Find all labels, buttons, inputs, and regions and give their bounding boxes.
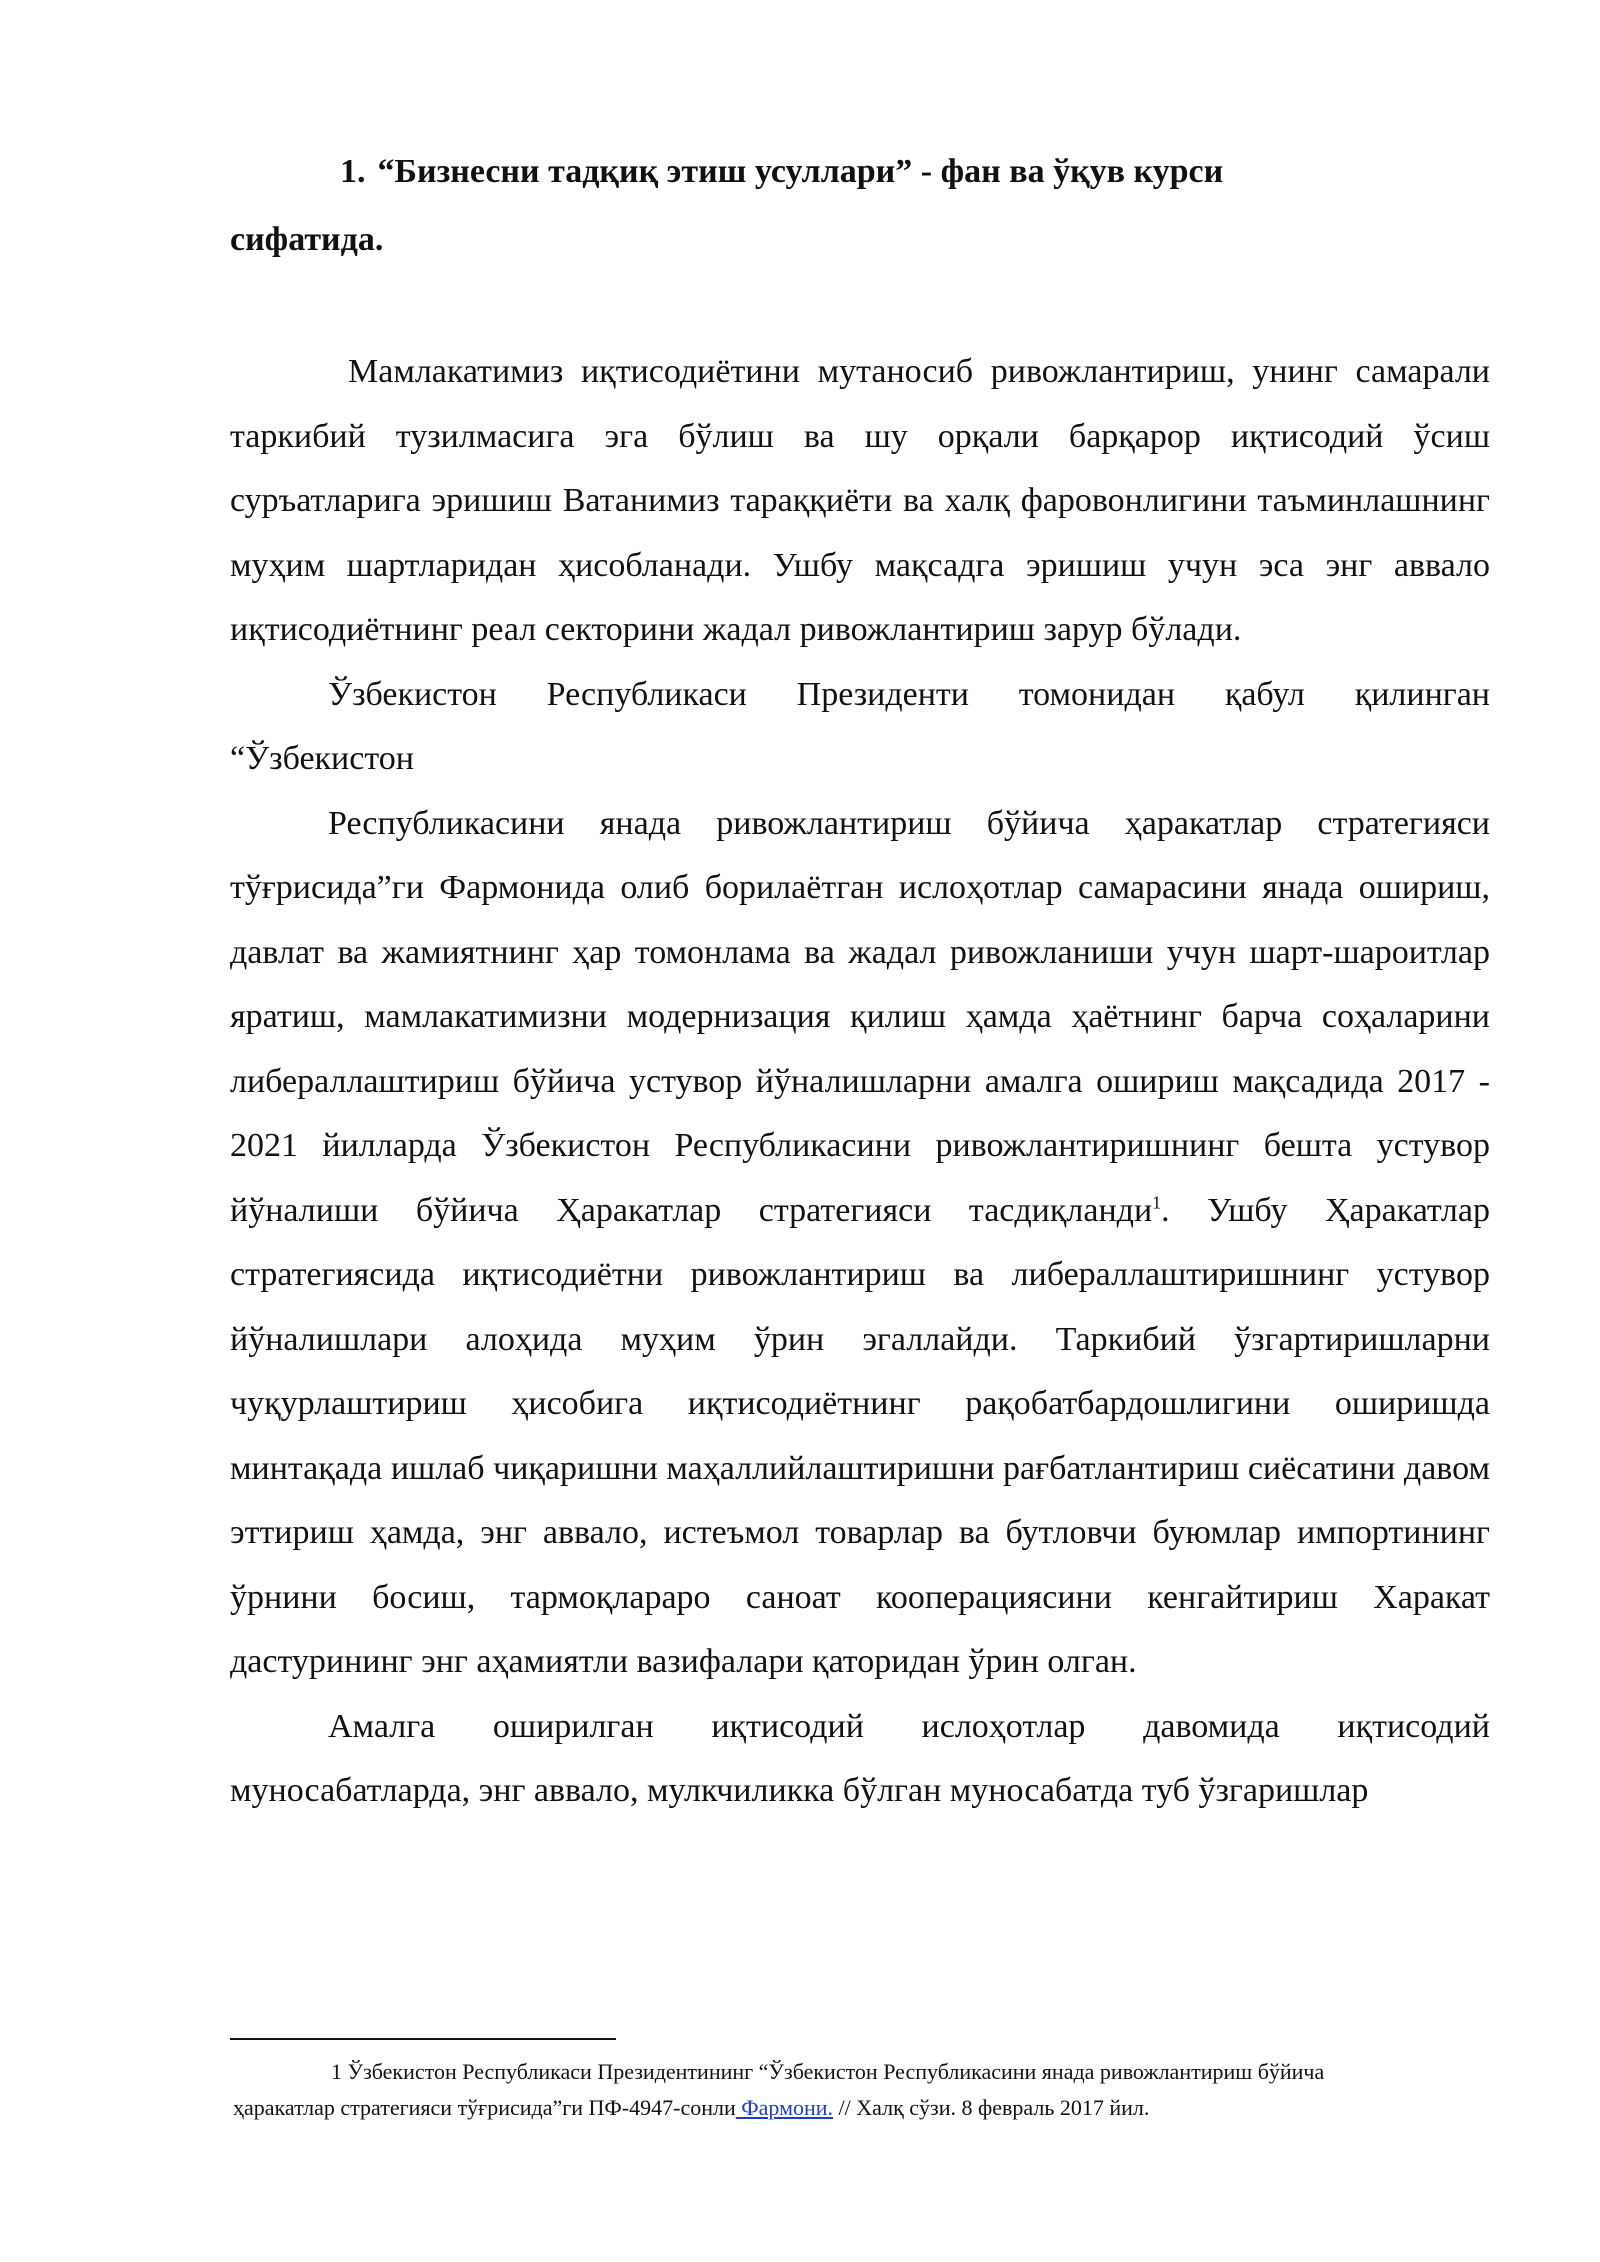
section-heading <box>230 152 1490 192</box>
footnote-source-text: ҳаракатлар стратегияси тўғрисида”ги ПФ-4947-сонли <box>233 2095 736 2120</box>
paragraph-2 <box>230 663 1490 792</box>
body-text <box>230 340 1490 1824</box>
paragraph-3 <box>230 792 1490 1695</box>
footnote-separator <box>230 2038 616 2040</box>
section-title-continuation: сифатида. <box>230 221 384 258</box>
footnote-reference[interactable]: 1 <box>1152 1192 1162 1213</box>
paragraph-3-text-b: . Ушбу Ҳаракатлар стратегиясида иқтисодиётни ривожлантириш ва либераллаштиришнинг устувор йўналишлари алоҳида муҳим ўрин эгаллайди. Таркибий ўзгартиришларни чуқурлаштириш ҳисобига иқтисодиётнинг рақобатбардошлигини оширишда минтақада ишлаб чиқаришни маҳаллийлаштиришни рағбатлантириш сиёсатини давом эттириш ҳамда, энг аввало, истеъмол товарлар ва бутловчи буюмлар импортининг ўрнини босиш, тармоқлараро саноат кооперациясини кенгайтириш Харакат дастурининг энг аҳамиятли вазифалари қаторидан ўрин олган. <box>230 1191 1490 1680</box>
section-title: “Бизнесни тадқиқ этиш усуллари” - фан ва ўқув курси <box>377 153 1224 190</box>
paragraph-2-line-2: “Ўзбекистон <box>230 740 414 777</box>
footnote-line-2 <box>233 2090 1503 2126</box>
footnote-citation-tail: // Халқ сўзи. 8 февраль 2017 йил. <box>833 2095 1150 2120</box>
footnote-line-1: 1 Ўзбекистон Республикаси Президентининг “Ўзбекистон Республикасини янада ривожлантириш бўйича <box>331 2059 1325 2084</box>
paragraph-2-line-1: Ўзбекистон Республикаси Президенти томонидан қабул қилинган <box>328 675 1490 713</box>
paragraph-4: Амалга оширилган иқтисодий ислоҳотлар давомида иқтисодий муносабатларда, энг аввало, мулкчиликка бўлган муносабатда туб ўзгаришлар <box>230 1707 1490 1809</box>
footnote-link[interactable]: Фармони. <box>735 2095 834 2120</box>
paragraph-1: Мамлакатимиз иқтисодиётини мутаносиб ривожлантириш, унинг самарали таркибий тузилмасига эга бўлиш ва шу орқали барқарор иқтисодий ўсиш суръатларига эришиш Ватанимиз тараққиёти ва халқ фаровонлигини таъминлашнинг муҳим шартларидан ҳисобланади. Ушбу мақсадга эришиш учун эса энг аввало иқтисодиётнинг реал секторини жадал ривожлантириш зарур бўлади. <box>230 353 1490 648</box>
paragraph-3-text-a: Республикасини янада ривожлантириш бўйича ҳаракатлар стратегияси тўғрисида”ги Фармонида олиб борилаётган ислоҳотлар самарасини янада ошириш, давлат ва жамиятнинг ҳар томонлама ва жадал ривожланиши учун шарт-шароитлар яратиш, мамлакатимизни модернизация қилиш ҳамда ҳаётнинг барча соҳаларини либераллаштириш бўйича устувор йўналишларни амалга ошириш мақсадида 2017 - 2021 йилларда Ўзбекистон Республикасини ривожлантиришнинг бешта устувор йўналиши бўйича Ҳаракатлар стратегияси тасдиқланди <box>230 804 1490 1229</box>
footnote <box>233 2054 1503 2126</box>
section-number: 1. <box>340 153 366 190</box>
